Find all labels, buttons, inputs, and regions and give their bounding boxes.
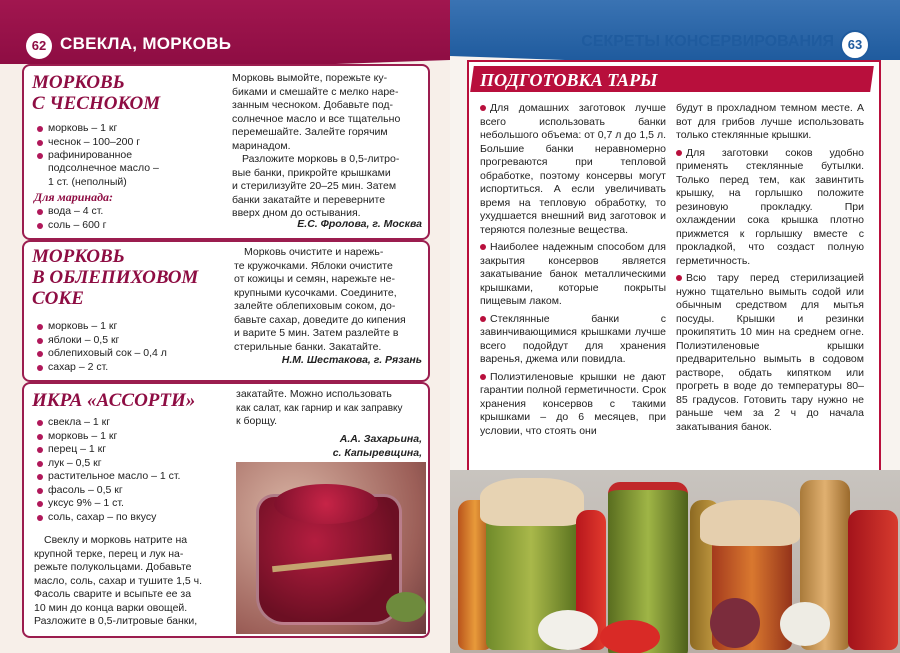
ingredient-item: морковь – 1 кг <box>36 320 226 334</box>
beet-top <box>274 484 378 524</box>
text-line: занным чесноком. Добавьте под- <box>232 99 394 111</box>
paragraph-text: Полиэтиленовые крышки не дают гарантии полной герметичности. Срок хранения консервов с такими крышками – до 6 месяцев, при условии, что стоять они <box>480 370 666 437</box>
text-line: вверх дном до остывания. <box>232 207 361 219</box>
paragraph-text: Стеклянные банки с завинчивающимися крышками лучше всего подойдут для хранения варенья, джема или повидла. <box>480 312 666 365</box>
ingredient-item: соль, сахар – по вкусу <box>36 511 236 525</box>
jar-cloth-cover <box>700 500 800 546</box>
ingredient-text: подсолнечное масло – <box>48 162 159 174</box>
ingredient-list <box>36 122 226 163</box>
tomatoes <box>600 620 660 653</box>
article-paragraph <box>676 272 864 434</box>
page-number-left: 62 <box>26 33 52 59</box>
jar-tomato-red <box>848 510 898 650</box>
text-line: крупной терке, перец и лук на- <box>34 547 184 560</box>
ingredient-continued <box>48 162 228 189</box>
page-number-right: 63 <box>840 30 870 60</box>
marinade-heading: Для маринада: <box>34 190 114 204</box>
recipe-title-line: СОКЕ <box>32 288 84 309</box>
text-line: и стерилизуйте 20–25 мин. Затем <box>232 180 397 192</box>
paragraph-text: Наиболее надежным способом для закрытия консервов является закатывание банок металлическими крышками, которые покрыты пищевым лаком. <box>480 241 666 307</box>
text-line: Морковь очистите и нарежь- <box>244 246 384 258</box>
text-line: и варите 5 мин. Затем разлейте в <box>234 327 399 339</box>
text-line: Разложите в 0,5-литровые банки, <box>34 615 198 627</box>
text-line: режьте полукольцами. Добавьте <box>34 561 192 573</box>
recipe-text-bottom <box>34 534 234 629</box>
paragraph-text: будут в прохладном темном месте. А вот для грибов лучше использовать только стеклянные крышки. <box>676 102 864 141</box>
ingredient-item: облепиховый сок – 0,4 л <box>36 347 226 361</box>
text-line: солнечное масло и все тщательно <box>232 112 401 125</box>
red-onion <box>710 598 760 648</box>
text-line: бавьте сахар, доведите до кипения <box>234 313 406 326</box>
author-location: с. Капыревщина, <box>332 447 422 459</box>
text-line: к борщу. <box>236 415 278 427</box>
herb-leaf <box>386 592 426 622</box>
text-line: Разложите морковь в 0,5-литро- <box>242 153 400 165</box>
ingredient-item: соль – 600 г <box>36 219 226 233</box>
text-line: крупными кусочками. Соедините, <box>234 286 397 299</box>
bullet-icon <box>480 316 486 322</box>
text-line: маринадом. <box>232 139 291 152</box>
ingredient-list <box>36 416 236 524</box>
section-title-right: СЕКРЕТЫ КОНСЕРВИРОВАНИЯ <box>581 33 834 50</box>
text-line: 10 мин до конца варки овощей. <box>34 601 188 614</box>
text-line: вые банки, прикройте крышками <box>232 166 391 179</box>
recipe-text <box>232 72 420 221</box>
ingredient-item: уксус 9% – 1 ст. <box>36 497 236 511</box>
recipe-title-line: МОРКОВЬ <box>32 246 125 267</box>
paragraph-text: Всю тару перед стерилизацией нужно тщательно вымыть содой или обычным средством для мытья посуды. Крышки и резинки прокипятить 10 мин на среднем огне. Полиэтиленовые крышки предварительно вымыть в содовом растворе, обдать кипятком или прогреть в воде до температуры 80–85 градусов. Готовить тару нужно не раньше чем за 2 ч до начала закатывания банок. <box>676 272 864 433</box>
article-paragraph <box>480 241 666 309</box>
text-line: перемешайте. Залейте горячим <box>232 126 388 138</box>
text-line: Фасоль сварите и всыпьте ее за <box>34 588 192 600</box>
recipe-title-line: ИКРА «АССОРТИ» <box>32 390 196 411</box>
text-line: от кожицы и семян, нарежьте не- <box>234 273 396 285</box>
ingredient-item: сахар – 2 ст. <box>36 361 226 375</box>
text-line: как салат, как гарнир и как заправку <box>236 402 403 414</box>
paragraph-text: Для заготовки соков удобно применять стеклянные бутылки. Только перед тем, как завинтить крышку, на горлышко положите резиновую прокладку. При охлаждении сока крышка плотно прижмется к горлышку вместе с прокладкой, что создаст полную герметичность. <box>676 146 864 267</box>
article-title: ПОДГОТОВКА ТАРЫ <box>480 70 658 90</box>
text-line: масло, соль, сахар и тушите 1,5 ч. <box>34 574 203 587</box>
article-paragraph <box>676 102 864 143</box>
author-name: А.А. Захарьина, <box>339 433 422 445</box>
text-line: залейте облепиховым соком, до- <box>234 300 396 312</box>
bullet-icon <box>676 275 682 281</box>
text-line: те кружочками. Яблоки очистите <box>234 259 393 272</box>
right-header-band <box>450 0 900 60</box>
text-line: стерильные банки. Закатайте. <box>234 340 382 353</box>
text-line: Свеклу и морковь натрите на <box>44 534 188 546</box>
article-paragraph <box>676 147 864 269</box>
ingredient-item: морковь – 1 кг <box>36 430 236 444</box>
ingredient-item: перец – 1 кг <box>36 443 236 457</box>
article-paragraph <box>480 371 666 439</box>
text-line: Морковь вымойте, порежьте ку- <box>232 72 388 84</box>
ingredient-list <box>36 320 226 374</box>
ingredient-item: лук – 0,5 кг <box>36 457 236 471</box>
ingredient-item: яблоки – 0,5 кг <box>36 334 226 348</box>
recipe-title-line: С ЧЕСНОКОМ <box>32 93 161 114</box>
paragraph-text: Для домашних заготовок лучше всего использовать банки небольшого объема: от 0,7 л до 1,5 л. Большие банки неравномерно прогреваются при тепловой обработке, поэтому консервы могут испортиться. А если увеличивать время на тепловую обработку, то ухудшается внешний вид заготовок и теряются полезные вещества. <box>480 102 666 236</box>
bullet-icon <box>480 244 486 250</box>
recipe-carrot-seabuckthorn <box>22 240 430 382</box>
bullet-icon <box>480 374 486 380</box>
recipe-author: Е.С. Фролова, г. Москва <box>297 218 422 230</box>
bullet-icon <box>480 105 486 111</box>
section-title-left: СВЕКЛА, МОРКОВЬ <box>60 34 232 53</box>
article-paragraph <box>480 102 666 237</box>
text-line: банки закатайте и переверните <box>232 193 386 206</box>
ingredient-item: растительное масло – 1 ст. <box>36 470 236 484</box>
recipe-text-right <box>236 388 422 429</box>
recipe-text <box>234 246 420 354</box>
jar-cloth-cover <box>480 478 584 526</box>
right-page <box>450 0 900 653</box>
ingredient-item: морковь – 1 кг <box>36 122 226 136</box>
ingredient-item: чеснок – 100–200 г <box>36 136 226 150</box>
recipe-author <box>333 432 422 460</box>
left-header-band <box>0 0 450 64</box>
ingredient-item: рафинированное <box>36 149 226 163</box>
marinade-list <box>36 205 226 232</box>
ingredient-text: 1 ст. (неполный) <box>48 175 127 188</box>
text-line: закатайте. Можно использовать <box>236 388 392 400</box>
ingredient-item: свекла – 1 кг <box>36 416 236 430</box>
article-paragraph <box>480 313 666 367</box>
recipe-carrot-garlic <box>22 64 430 240</box>
recipe-author: Н.М. Шестакова, г. Рязань <box>281 354 422 366</box>
recipe-title-line: МОРКОВЬ <box>32 72 125 93</box>
garlic-bulb <box>538 610 598 650</box>
beet-jar-photo <box>236 462 426 634</box>
garlic-bulb <box>780 602 830 646</box>
article-column-2 <box>676 102 864 438</box>
bullet-icon <box>676 150 682 156</box>
recipe-title-line: В ОБЛЕПИХОВОМ <box>32 267 199 288</box>
text-line: биками и смешайте с мелко наре- <box>232 85 399 98</box>
ingredient-item: вода – 4 ст. <box>36 205 226 219</box>
preserves-photo <box>450 470 900 653</box>
article-column-1 <box>480 102 666 442</box>
ingredient-item: фасоль – 0,5 кг <box>36 484 236 498</box>
